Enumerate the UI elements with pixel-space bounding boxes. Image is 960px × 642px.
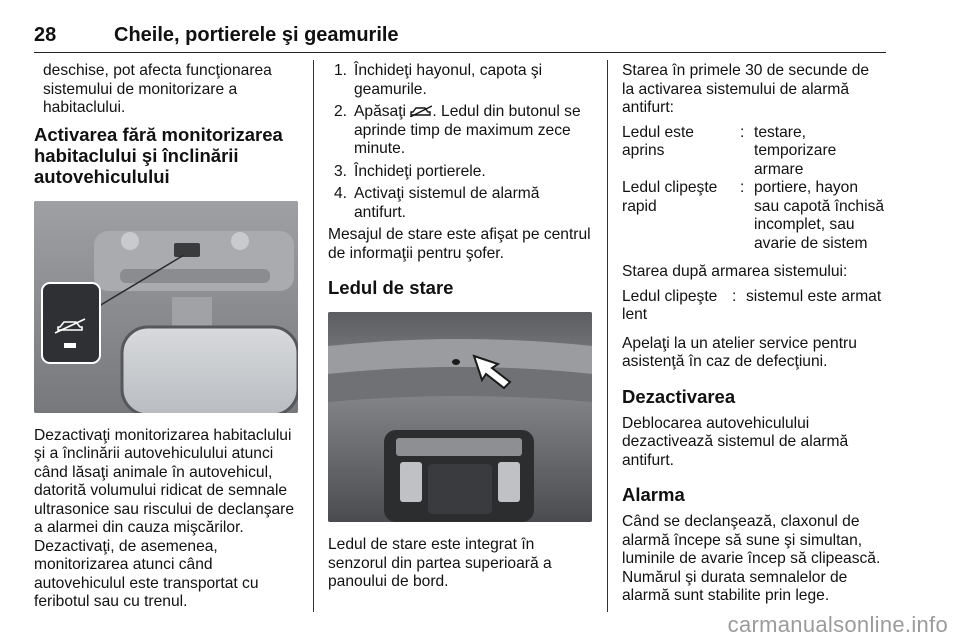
column-middle <box>328 62 594 592</box>
column-divider <box>313 60 314 612</box>
text-line: deschise, pot afecta funcţionarea <box>43 62 272 79</box>
message-paragraph <box>328 226 594 263</box>
mirror-sensor-drawing <box>34 201 298 413</box>
column-left <box>34 62 298 612</box>
intro-paragraph <box>34 62 298 118</box>
step-item <box>328 103 594 159</box>
text-line: Mesajul de stare este afişat pe centrul <box>328 226 591 243</box>
state-row <box>622 288 892 325</box>
column-right <box>622 62 892 606</box>
alarm-paragraph <box>622 513 892 606</box>
state-separator: : <box>732 287 737 305</box>
step-item <box>328 185 594 222</box>
heading-line: autovehiculului <box>34 165 170 187</box>
state-row <box>622 179 892 253</box>
heading-line: Activarea fără monitorizarea <box>34 123 283 145</box>
dashboard-drawing <box>328 312 592 522</box>
text-line: Numărul şi durata semnalelor de <box>622 568 848 586</box>
text-line: antifurt. <box>354 203 407 221</box>
text-line: senzorul din partea superioară a <box>328 554 552 572</box>
text-line: alarmă începe să sune şi simultan, <box>622 531 863 549</box>
state-key <box>622 124 740 180</box>
caption-paragraph <box>328 536 594 592</box>
text-line: Dezactivaţi, de asemenea, <box>34 537 218 555</box>
text-line: panoului de bord. <box>328 573 449 590</box>
text-line: ultrasonice sau riscului de declanşare <box>34 500 295 518</box>
text-line: avarie de sistem <box>754 234 868 252</box>
dashboard-led-illustration <box>328 312 592 522</box>
page-header <box>34 24 886 53</box>
state-value: sistemul este armat <box>746 287 882 305</box>
mirror-sensor-illustration <box>34 201 298 413</box>
step-number: 4. <box>334 185 348 202</box>
text-line: feribotul sau cu trenul. <box>34 593 188 610</box>
step-number: 2. <box>334 103 348 120</box>
text-line: Starea în primele 30 de secunde de <box>622 62 870 79</box>
text-line: aprinde timp de maximum zece <box>354 121 571 139</box>
step-item <box>328 163 594 182</box>
service-paragraph <box>622 335 892 372</box>
text-line: rapid <box>622 197 657 215</box>
text-line: temporizare <box>754 142 837 159</box>
steps-list <box>328 62 594 222</box>
text-line: sistemului de monitorizare a <box>43 80 238 98</box>
chapter-title: Cheile, portierele şi geamurile <box>114 24 399 46</box>
deactivation-paragraph <box>622 415 892 471</box>
text-line: când lăsaţi animale în autovehicul, <box>34 463 273 481</box>
step-item <box>328 62 594 99</box>
text-line: Deblocarea autovehiculului <box>622 414 810 432</box>
state-key <box>622 179 740 253</box>
text-line: Închideţi hayonul, capota şi <box>354 62 543 79</box>
car-alarm-icon <box>410 105 432 117</box>
text-line: a alarmei din cauza mişcărilor. <box>34 519 244 536</box>
body-paragraph <box>34 427 298 612</box>
state-separator: : <box>740 179 745 196</box>
step-number: 3. <box>334 162 348 180</box>
text-line: antifurt. <box>622 451 675 469</box>
text-line: testare, <box>754 123 807 141</box>
state-value <box>754 124 892 180</box>
text-line: Dezactivaţi monitorizarea habitaclului <box>34 426 292 444</box>
text-line: minute. <box>354 140 406 157</box>
text-line: geamurile. <box>354 80 427 98</box>
text-line: Ledul este <box>622 123 694 141</box>
text-line: antifurt: <box>622 99 675 116</box>
text-line: incomplet, sau <box>754 216 855 233</box>
text-line: asistenţă în caz de defecţiuni. <box>622 353 828 370</box>
column-divider <box>607 60 608 612</box>
state-row <box>622 124 892 180</box>
after-label: Starea după armarea sistemului: <box>622 263 848 280</box>
text-fragment: Apăsaţi <box>354 103 407 120</box>
text-line: armare <box>754 160 804 178</box>
text-line: Ledul de stare este integrat în <box>328 536 535 553</box>
section-heading: Dezactivarea <box>622 385 736 407</box>
section-heading: Ledul de stare <box>328 277 454 298</box>
watermark: carmanualsonline.info <box>727 612 948 637</box>
heading-line: habitaclului şi înclinării <box>34 144 239 166</box>
text-line: şi a înclinării autovehiculului atunci <box>34 445 274 462</box>
text-fragment: . Ledul din butonul se <box>432 103 581 120</box>
text-line: lent <box>622 306 648 323</box>
text-line: luminile de avarie încep să clipească. <box>622 550 881 567</box>
text-line: Ledul clipeşte <box>622 287 718 305</box>
text-line: habitaclului. <box>43 99 126 116</box>
intro-paragraph <box>622 62 892 118</box>
page-number: 28 <box>34 24 57 46</box>
text-line: dezactivează sistemul de alarmă <box>622 433 849 450</box>
section-heading <box>34 124 298 187</box>
text-line: autovehiculul este transportat cu <box>34 574 259 592</box>
section-heading: Alarma <box>622 484 685 505</box>
state-value <box>754 179 892 253</box>
step-number: 1. <box>334 62 348 79</box>
text-line: de informaţii pentru şofer. <box>328 244 504 262</box>
state-separator: : <box>740 123 745 141</box>
text-line: monitorizarea atunci când <box>34 556 213 573</box>
text-line: sau capotă închisă <box>754 197 885 215</box>
text-line: la activarea sistemului de alarmă <box>622 80 850 98</box>
text-line: alarmă sunt stabilite prin lege. <box>622 587 830 604</box>
text-line: Apelaţi la un atelier service pentru <box>622 334 857 352</box>
text-line: Când se declanşează, claxonul de <box>622 513 860 530</box>
text-line: Activaţi sistemul de alarmă <box>354 185 540 202</box>
state-key <box>622 288 732 325</box>
text-line: Ledul clipeşte <box>622 179 718 196</box>
text-line: datorită volumului ridicat de semnale <box>34 482 288 499</box>
text-line: Închideţi portierele. <box>354 162 486 180</box>
text-line: portiere, hayon <box>754 179 859 196</box>
text-line: aprins <box>622 142 665 159</box>
